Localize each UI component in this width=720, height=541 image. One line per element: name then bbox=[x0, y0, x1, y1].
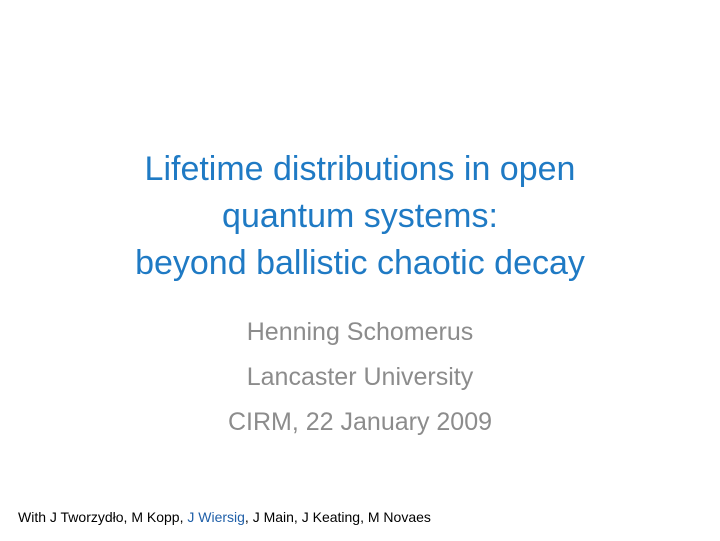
title-line-3: beyond ballistic chaotic decay bbox=[135, 244, 585, 282]
slide-subtitle bbox=[140, 310, 580, 445]
venue-date: CIRM, 22 January 2009 bbox=[227, 408, 493, 436]
slide-title bbox=[80, 146, 640, 287]
author-name: Henning Schomerus bbox=[246, 318, 474, 346]
title-line-1: Lifetime distributions in open bbox=[144, 150, 576, 188]
footer-suffix: , J Main, J Keating, M Novaes bbox=[244, 509, 431, 525]
affiliation: Lancaster University bbox=[246, 363, 474, 391]
title-line-2: quantum systems: bbox=[222, 197, 498, 235]
footer-prefix: With J Tworzydło, M Kopp, bbox=[18, 509, 188, 525]
collaborators-footer bbox=[18, 508, 431, 526]
footer-highlight-name: J Wiersig bbox=[187, 509, 245, 525]
